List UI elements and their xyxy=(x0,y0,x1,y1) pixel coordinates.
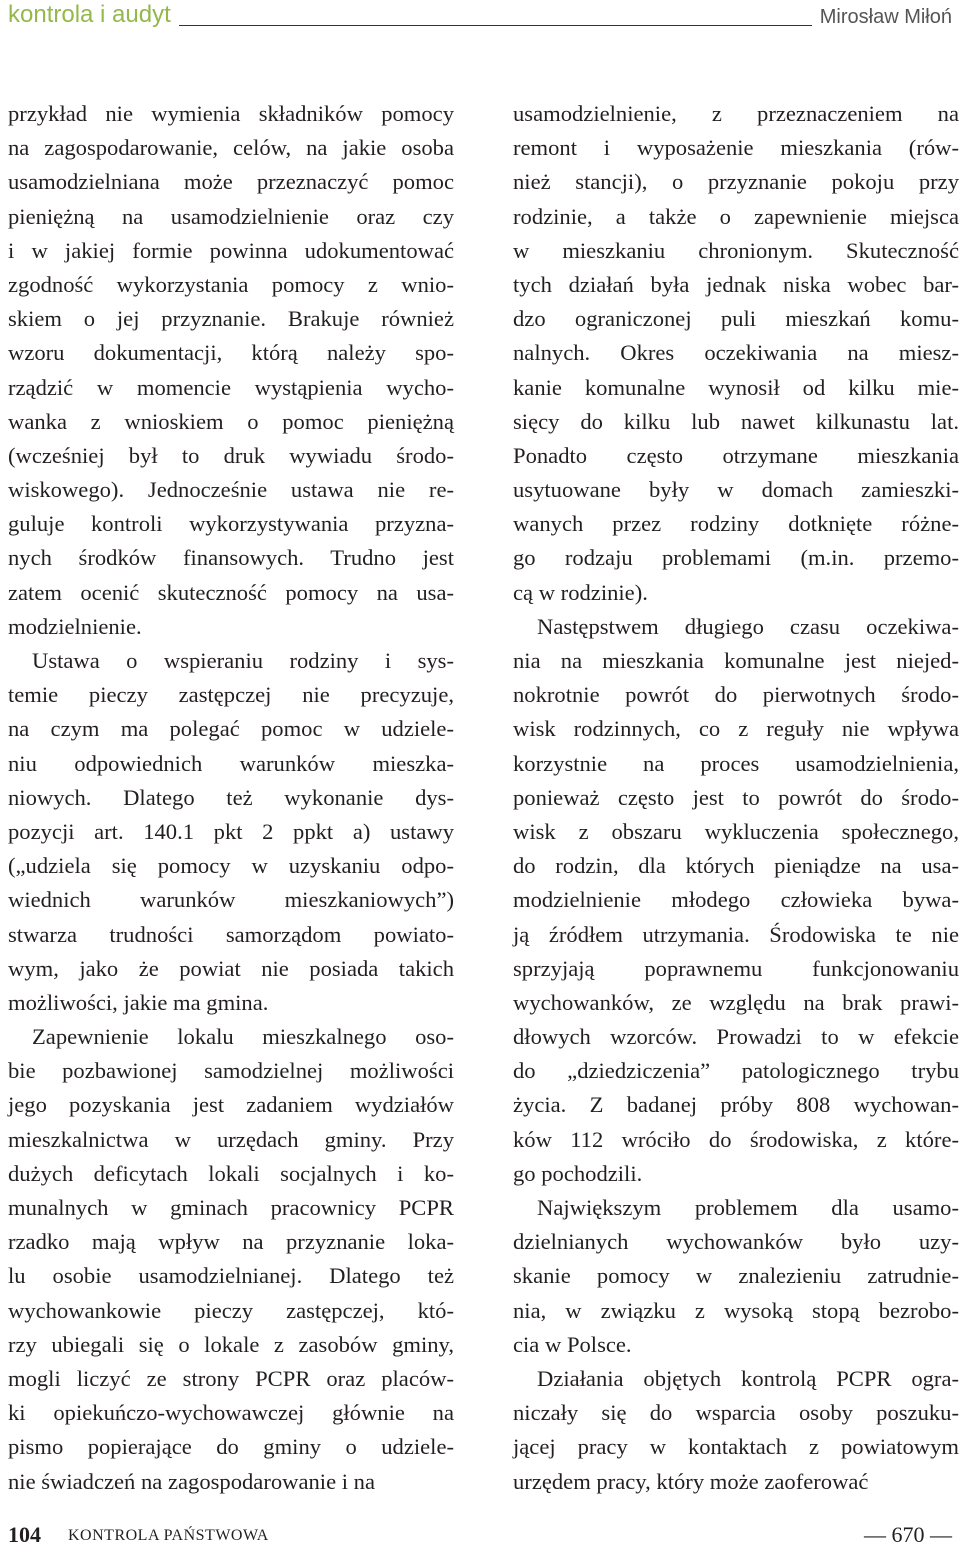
text-line: wiednich warunków mieszkaniowych”) xyxy=(8,887,454,913)
page-header xyxy=(8,0,952,30)
text-line: modzielnienie młodego człowieka bywa- xyxy=(513,887,959,913)
text-line: i w jakiej formie powinna udokumentować xyxy=(8,237,454,263)
text-line: remont i wyposażenie mieszkania (rów- xyxy=(513,135,959,161)
text-line: wym, jako że powiat nie posiada takich xyxy=(8,955,454,981)
text-line: bie pozbawionej samodzielnej możliwości xyxy=(8,1058,454,1084)
text-line: cia w Polsce. xyxy=(513,1331,632,1357)
text-line: temie pieczy zastępczej nie precyzuje, xyxy=(8,682,454,708)
text-line: dłowych wzorców. Prowadzi to w efekcie xyxy=(513,1024,959,1050)
text-line: nalnych. Okres oczekiwania na miesz- xyxy=(513,340,959,366)
text-line: wychowanków, ze względu na brak prawi- xyxy=(513,989,959,1015)
text-line: sięcy do kilku lub nawet kilkunastu lat. xyxy=(513,408,959,434)
section-title: kontrola i audyt xyxy=(8,0,179,30)
text-line: dzielnianych wychowanków było uzy- xyxy=(513,1229,959,1255)
text-line: niczały się do wsparcia osoby poszuku- xyxy=(513,1400,959,1426)
paragraph xyxy=(8,97,454,644)
text-line: modzielnienie. xyxy=(8,613,142,639)
text-line: rzadko mają wpływ na przyznanie loka- xyxy=(8,1229,454,1255)
text-line: usamodzielnienie, z przeznaczeniem na xyxy=(513,101,959,126)
text-line: wanka z wnioskiem o pomoc pieniężną xyxy=(8,408,454,434)
author-name: Mirosław Miłoń xyxy=(812,2,952,32)
text-line: zgodność wykorzystania pomocy z wnio- xyxy=(8,271,454,297)
text-line: munalnych w gminach pracownicy PCPR xyxy=(8,1195,454,1220)
text-line: rządzić w momencie wystąpienia wycho- xyxy=(8,374,454,400)
text-line: guluje kontroli wykorzystywania przyzna- xyxy=(8,511,454,537)
text-line: dużych deficytach lokali socjalnych i ko- xyxy=(8,1160,454,1186)
text-line: ponieważ często jest to powrót do środo- xyxy=(513,784,959,810)
paragraph xyxy=(8,644,454,1020)
text-line: pismo popierające do gminy o udziele- xyxy=(8,1434,454,1460)
text-line: Największym problemem dla usamo- xyxy=(537,1195,959,1220)
text-line: Następstwem długiego czasu oczekiwa- xyxy=(537,613,959,639)
text-line: Ponadto często otrzymane mieszkania xyxy=(513,442,959,468)
text-line: skanie pomocy w znalezieniu zatrudnie- xyxy=(513,1263,959,1289)
text-line: ków 112 wróciło do środowiska, z które- xyxy=(513,1126,959,1152)
text-line: tych działań była jednak niska wobec bar- xyxy=(513,271,959,297)
text-line: Ustawa o wspieraniu rodziny i sys- xyxy=(32,648,454,673)
text-line: jącej pracy w kontaktach z powiatowym xyxy=(513,1434,959,1460)
text-line: lu osobie usamodzielnianej. Dlatego też xyxy=(8,1263,454,1289)
text-line: ki opiekuńczo-wychowawczej głównie na xyxy=(8,1400,454,1426)
text-line: korzystnie na proces usamodzielnienia, xyxy=(513,750,959,776)
text-line: do rodzin, dla których pieniądze na usa- xyxy=(513,853,959,879)
issue-number: — 670 — xyxy=(864,1522,952,1547)
page-footer xyxy=(8,1522,952,1548)
text-line: mogli liczyć ze strony PCPR oraz placów- xyxy=(8,1365,454,1391)
text-line: wisk rodzinnych, co z reguły nie wpływa xyxy=(513,716,959,742)
text-line: nokrotnie powrót do pierwotnych środo- xyxy=(513,682,959,708)
text-line: nia, w związku z wysoką stopą bezrobo- xyxy=(513,1297,959,1323)
text-line: nych środków finansowych. Trudno jest xyxy=(8,545,454,571)
text-line: wzoru dokumentacji, którą należy spo- xyxy=(8,340,454,366)
text-line: sprzyjają poprawnemu funkcjonowaniu xyxy=(513,955,959,981)
text-line: wanych przez rodziny dotknięte różne- xyxy=(513,511,959,537)
text-line: na zagospodarowanie, celów, na jakie osoba xyxy=(8,135,454,161)
paragraph xyxy=(513,610,959,1191)
text-line: stwarza trudności samorządom powiato- xyxy=(8,921,454,947)
page-number: 104 xyxy=(8,1522,41,1547)
text-line: go pochodzili. xyxy=(513,1160,643,1186)
text-line: („udziela się pomocy w uzyskaniu odpo- xyxy=(8,853,454,879)
text-line: wisk z obszaru wykluczenia społecznego, xyxy=(513,818,959,844)
text-line: ją źródłem utrzymania. Środowiska te nie xyxy=(513,921,959,947)
text-line: pieniężną na usamodzielnienie oraz czy xyxy=(8,203,454,229)
text-line: dzo ograniczonej puli mieszkań komu- xyxy=(513,306,959,332)
left-column xyxy=(8,97,454,1499)
text-line: Zapewnienie lokalu mieszkalnego oso- xyxy=(32,1024,454,1050)
text-line: wychowankowie pieczy zastępczej, któ- xyxy=(8,1297,454,1323)
text-line: kanie komunalne wynosił od kilku mie- xyxy=(513,374,959,400)
text-line: rzy ubiegali się o lokale z zasobów gminy, xyxy=(8,1331,454,1357)
right-column xyxy=(513,97,959,1499)
text-line: możliwości, jakie ma gmina. xyxy=(8,989,269,1015)
text-line: cą w rodzinie). xyxy=(513,579,648,605)
text-line: niowych. Dlatego też wykonanie dys- xyxy=(8,784,454,810)
text-line: usamodzielniana może przeznaczyć pomoc xyxy=(8,169,454,195)
text-line: rodzinie, a także o zapewnienie miejsca xyxy=(513,203,959,229)
journal-name: KONTROLA PAŃSTWOWA xyxy=(68,1527,269,1544)
text-line: nia na mieszkania komunalne jest niejed- xyxy=(513,648,959,673)
text-line: (wcześniej był to druk wywiadu środo- xyxy=(8,442,454,468)
text-line: usytuowane były w domach zamieszki- xyxy=(513,477,959,503)
text-line: nie świadczeń na zagospodarowanie i na xyxy=(8,1468,375,1494)
paragraph xyxy=(513,1191,959,1362)
text-line: jego pozyskania jest zadaniem wydziałów xyxy=(8,1092,454,1118)
text-line: urzędem pracy, który może zaoferować xyxy=(513,1468,869,1494)
text-line: zatem ocenić skuteczność pomocy na usa- xyxy=(8,579,454,605)
paragraph xyxy=(513,97,959,610)
text-line: przykład nie wymienia składników pomocy xyxy=(8,101,454,126)
text-line: mieszkalnictwa w urzędach gminy. Przy xyxy=(8,1126,454,1152)
text-line: niu odpowiednich warunków mieszka- xyxy=(8,750,454,776)
text-line: w mieszkaniu chronionym. Skuteczność xyxy=(513,237,959,263)
text-line: na czym ma polegać pomoc w udziele- xyxy=(8,716,454,742)
paragraph xyxy=(513,1362,959,1499)
text-line: życia. Z badanej próby 808 wychowan- xyxy=(513,1092,959,1118)
text-line: pozycji art. 140.1 pkt 2 ppkt a) ustawy xyxy=(8,818,454,844)
text-line: Działania objętych kontrolą PCPR ogra- xyxy=(537,1365,959,1391)
text-line: do „dziedziczenia” patologicznego trybu xyxy=(513,1058,959,1084)
text-line: go rodzaju problemami (m.in. przemo- xyxy=(513,545,959,571)
text-line: skiem o jej przyznanie. Brakuje również xyxy=(8,306,454,332)
text-line: wiskowego). Jednocześnie ustawa nie re- xyxy=(8,477,454,503)
paragraph xyxy=(8,1020,454,1499)
text-line: nież stancji), o przyznanie pokoju przy xyxy=(513,169,959,195)
